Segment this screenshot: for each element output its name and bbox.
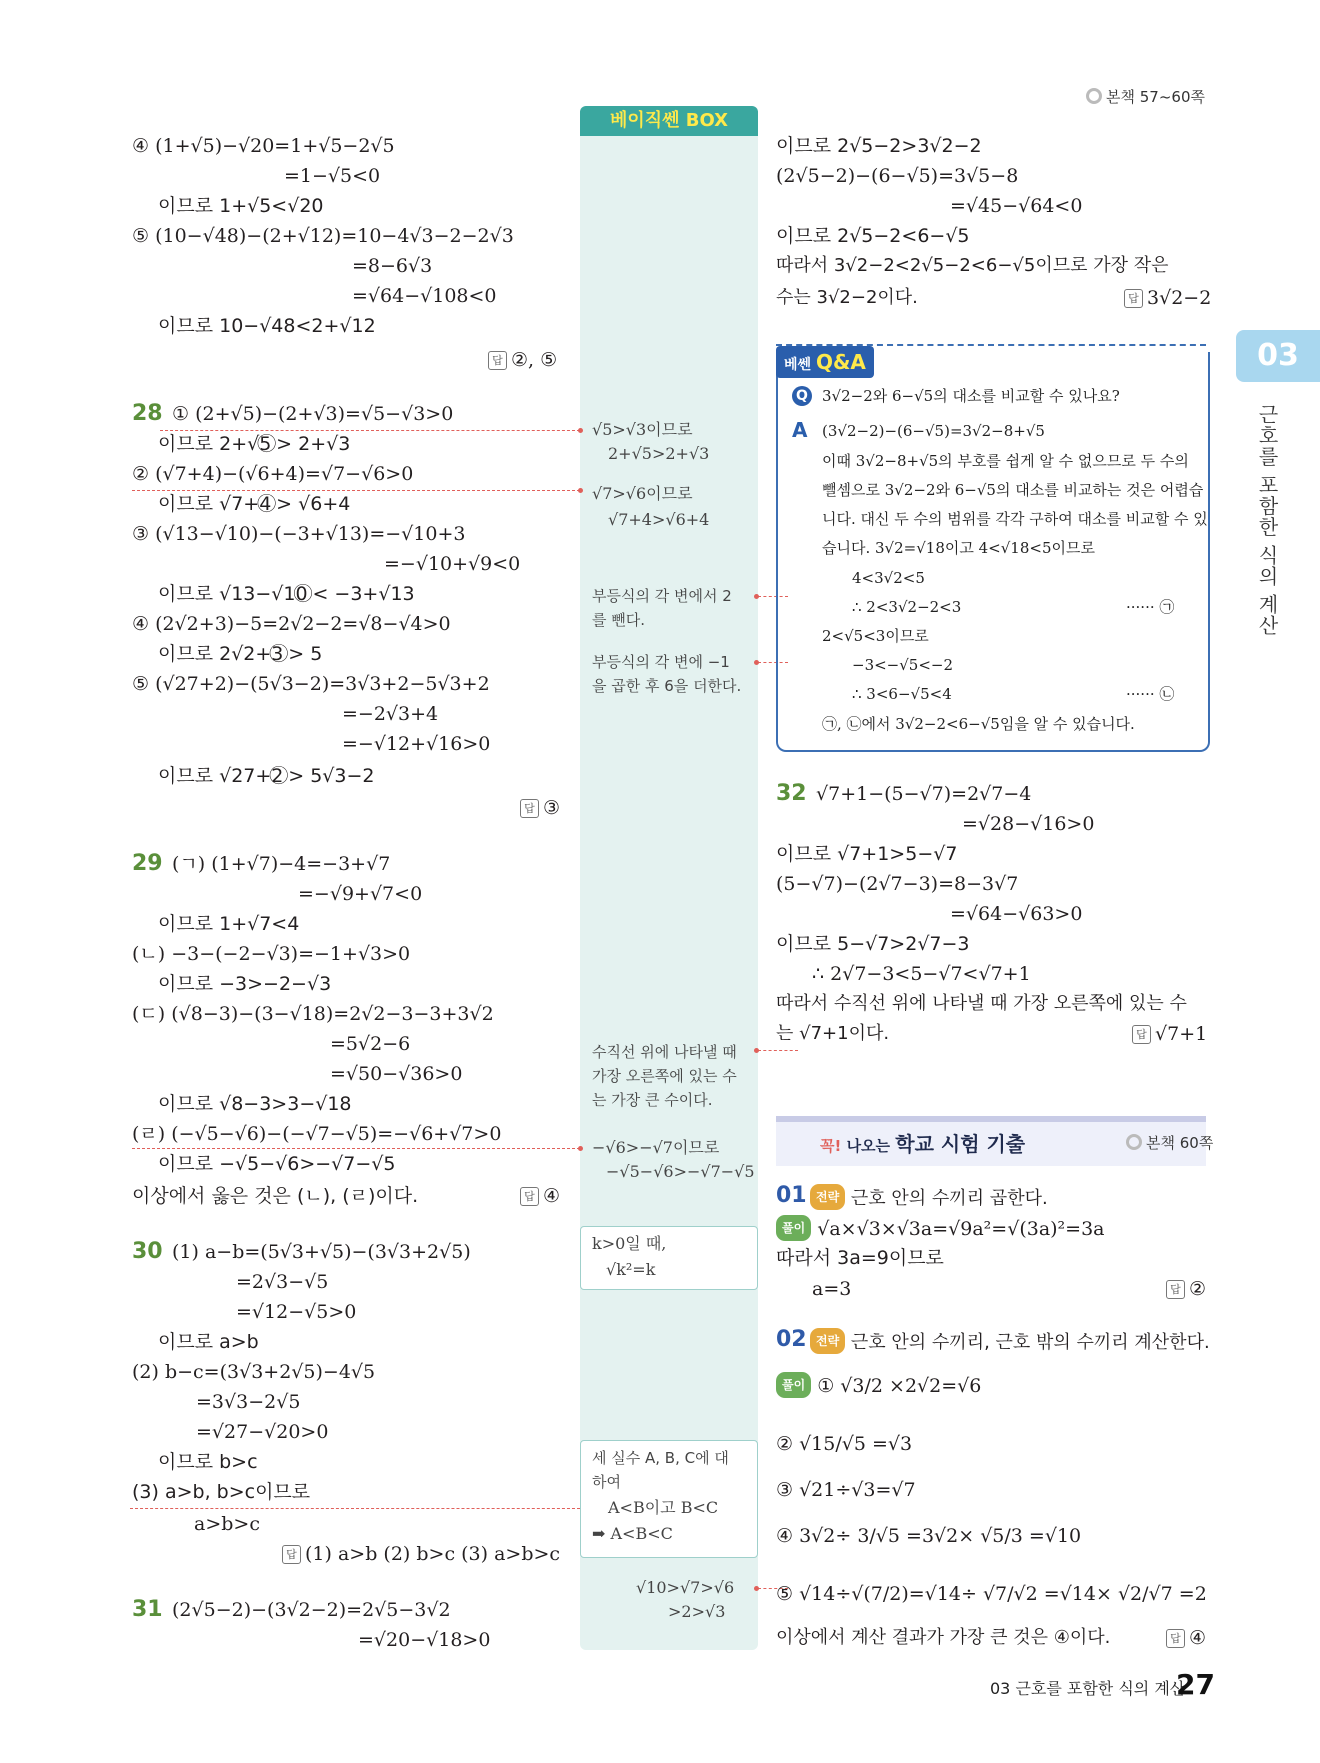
box-note: 2+√5>2+√3 xyxy=(608,444,710,463)
line: 이므로 a>b xyxy=(158,1331,259,1353)
line: √7+1−(5−√7)=2√7−4 xyxy=(816,783,1032,805)
qa-line: 니다. 대신 두 수의 범위를 각각 구하여 대소를 비교할 수 있 xyxy=(822,510,1208,528)
qa-line: (3√2−2)−(6−√5)=3√2−8+√5 xyxy=(822,422,1045,440)
line: 이므로 √8−3>3−√18 xyxy=(158,1093,352,1115)
qa-line: ∴ 2<3√2−2<3 xyxy=(852,598,962,616)
line: (1) a−b=(5√3+√5)−(3√3+2√5) xyxy=(172,1241,471,1263)
connector-line xyxy=(130,1508,580,1509)
line: =−√12+√16>0 xyxy=(342,733,491,755)
qa-line: 4<3√2<5 xyxy=(852,569,925,587)
line: 이므로 −√5−√6>−√7−√5 xyxy=(158,1153,396,1175)
exam-reference: 본책 60쪽 xyxy=(1126,1132,1213,1153)
line: ④ (1+√5)−√20=1+√5−2√5 xyxy=(132,135,395,157)
line: =5√2−6 xyxy=(330,1033,411,1055)
answer-icon: 답 xyxy=(1132,1025,1151,1044)
box-note: √7+4>√6+4 xyxy=(608,510,710,529)
note-marker xyxy=(754,1586,759,1591)
question-number: 32 xyxy=(776,781,807,806)
line: =√20−√18>0 xyxy=(358,1629,491,1651)
line: 전략 근호 안의 수끼리, 근호 밖의 수끼리 계산한다. xyxy=(810,1328,1210,1355)
line: (2) b−c=(3√3+2√5)−4√5 xyxy=(132,1361,376,1383)
line: ① (2+√5)−(2+√3)=√5−√3>0 xyxy=(172,403,454,425)
box-note: 를 뺀다. xyxy=(592,611,646,629)
answer-30: 답 (1) a>b (2) b>c (3) a>b>c xyxy=(282,1542,560,1566)
line: (3) a>b, b>c이므로 xyxy=(132,1481,311,1503)
line: 이므로 10−√48<2+√12 xyxy=(158,315,376,337)
strategy-tag: 전략 xyxy=(810,1184,845,1210)
box-note: 부등식의 각 변에 −1 xyxy=(592,653,730,671)
box-note: 수직선 위에 나타낼 때 xyxy=(592,1043,737,1061)
qa-question: 3√2−2와 6−√5의 대소를 비교할 수 있나요? xyxy=(822,387,1120,405)
line: 이므로 2√5−2>3√2−2 xyxy=(776,135,982,157)
book-icon xyxy=(1086,88,1102,104)
line: ⑤ (10−√48)−(2+√12)=10−4√3−2−2√3 xyxy=(132,225,514,247)
connector-line xyxy=(758,1050,798,1051)
basic-box-column xyxy=(580,120,758,1650)
solution-tag: 풀이 xyxy=(776,1372,811,1398)
box-note: k>0일 때, xyxy=(592,1234,667,1253)
line: 이상에서 계산 결과가 가장 큰 것은 ④이다. xyxy=(776,1627,1111,1648)
box-note: −√6>−√7이므로 xyxy=(592,1138,720,1157)
chapter-title: 근호를 포함한 식의 계산 xyxy=(1255,404,1279,637)
line: (2√5−2)−(6−√5)=3√5−8 xyxy=(776,165,1019,187)
page-reference: 본책 57~60쪽 xyxy=(1086,86,1205,107)
line: 풀이 ① √3/2 ×2√2=√6 xyxy=(776,1372,981,1398)
line: 이므로 −3>−2−√3 xyxy=(158,973,332,995)
line: (ㄹ) (−√5−√6)−(−√7−√5)=−√6+√7>0 xyxy=(132,1123,502,1145)
box-note: √7>√6이므로 xyxy=(592,484,693,503)
connector-line xyxy=(160,430,580,431)
line: ⑤ √14÷√(7/2)=√14÷ √7/√2 =√14× √2/√7 =2 xyxy=(776,1583,1207,1605)
page-number: 27 xyxy=(1176,1668,1215,1701)
answer-27: 답 ②, ⑤ xyxy=(488,348,557,372)
line: 이므로 √27+2 ⃝> 5√3−2 xyxy=(158,765,375,787)
line: (ㄷ) (√8−3)−(3−√18)=2√2−3−3+3√2 xyxy=(132,1003,494,1025)
question-icon: Q xyxy=(792,386,812,406)
question-number: 28 xyxy=(132,401,163,426)
line: =−2√3+4 xyxy=(342,703,439,725)
line: 이므로 2√5−2<6−√5 xyxy=(776,225,970,247)
answer-icon: 답 xyxy=(1124,289,1143,308)
line: ④ 3√2÷ 3/√5 =3√2× √5/3 =√10 xyxy=(776,1525,1082,1547)
line: (5−√7)−(2√7−3)=8−3√7 xyxy=(776,873,1019,895)
connector-line xyxy=(132,1148,580,1149)
note-marker xyxy=(578,488,583,493)
qa-line: −3<−√5<−2 xyxy=(852,656,954,674)
question-number: 01 xyxy=(776,1183,807,1208)
line: 이므로 1+√5<√20 xyxy=(158,195,324,217)
line: =8−6√3 xyxy=(352,255,433,277)
box-note: −√5−√6>−√7−√5 xyxy=(606,1162,755,1181)
line: ④ (2√2+3)−5=2√2−2=√8−√4>0 xyxy=(132,613,451,635)
line: (ㄱ) (1+√7)−4=−3+√7 xyxy=(172,853,391,875)
line: =√45−√64<0 xyxy=(950,195,1083,217)
line: =−√10+√9<0 xyxy=(384,553,521,575)
exam-section-title: 꼭! 나오는 학교 시험 기출 xyxy=(820,1132,1026,1156)
answer-31: 답 3√2−2 xyxy=(1124,286,1211,310)
qa-badge: 베쎈 Q&A xyxy=(776,346,874,378)
line: =−√9+√7<0 xyxy=(298,883,423,905)
answer-e01: 답 ② xyxy=(1166,1277,1206,1301)
answer-icon: 답 xyxy=(520,1187,539,1206)
line: 이므로 √7+4 ⃝> √6+4 xyxy=(158,493,351,515)
answer-icon: 답 xyxy=(520,799,539,818)
qa-line: ㉠, ㉡에서 3√2−2<6−√5임을 알 수 있습니다. xyxy=(822,715,1135,733)
line: 는 √7+1이다. xyxy=(776,1023,890,1044)
line: 이므로 1+√7<4 xyxy=(158,913,300,935)
box-note: A<B이고 B<C xyxy=(608,1498,719,1517)
line: 따라서 3√2−2<2√5−2<6−√5이므로 가장 작은 xyxy=(776,255,1169,276)
line: 이므로 b>c xyxy=(158,1451,258,1473)
line: =1−√5<0 xyxy=(284,165,381,187)
line: ∴ 2√7−3<5−√7<√7+1 xyxy=(812,963,1031,985)
strategy-tag: 전략 xyxy=(810,1328,845,1354)
box-note: >2>√3 xyxy=(668,1602,726,1621)
answer-e02: 답 ④ xyxy=(1166,1626,1206,1650)
line: 이므로 2√2+3 ⃝> 5 xyxy=(158,643,323,665)
question-number: 02 xyxy=(776,1327,807,1352)
box-note: 는 가장 큰 수이다. xyxy=(592,1091,713,1109)
note-marker xyxy=(578,1146,583,1151)
box-note: √10>√7>√6 xyxy=(636,1578,735,1597)
line: 따라서 수직선 위에 나타낼 때 가장 오른쪽에 있는 수 xyxy=(776,993,1187,1014)
line: =3√3−2√5 xyxy=(196,1391,301,1413)
line: 이상에서 옳은 것은 (ㄴ), (ㄹ)이다. xyxy=(132,1185,419,1207)
line: =√12−√5>0 xyxy=(236,1301,357,1323)
answer-icon: 답 xyxy=(488,351,507,370)
line: 이므로 2+√5 ⃝> 2+√3 xyxy=(158,433,351,455)
qa-line: 이때 3√2−8+√5의 부호를 쉽게 알 수 없으므로 두 수의 xyxy=(822,452,1189,470)
box-note: 을 곱한 후 6을 더한다. xyxy=(592,677,742,695)
qa-line: ∴ 3<6−√5<4 xyxy=(852,685,952,703)
qa-line: ······ ㉠ xyxy=(1126,598,1175,616)
qa-line: 뺄셈으로 3√2−2와 6−√5의 대소를 비교하는 것은 어렵습 xyxy=(822,481,1204,499)
book-icon xyxy=(1126,1134,1142,1150)
line: (2√5−2)−(3√2−2)=2√5−3√2 xyxy=(172,1599,451,1621)
line: a>b>c xyxy=(194,1513,260,1535)
line: 이므로 √7+1>5−√7 xyxy=(776,843,958,865)
line: ② (√7+4)−(√6+4)=√7−√6>0 xyxy=(132,463,414,485)
line: =√28−√16>0 xyxy=(962,813,1095,835)
line: (ㄴ) −3−(−2−√3)=−1+√3>0 xyxy=(132,943,411,965)
line: =√64−√63>0 xyxy=(950,903,1083,925)
line: ③ √21÷√3=√7 xyxy=(776,1479,916,1501)
line: 이므로 5−√7>2√7−3 xyxy=(776,933,970,955)
line: =√50−√36>0 xyxy=(330,1063,463,1085)
line: 이므로 √13−√10 ⃝< −3+√13 xyxy=(158,583,415,605)
question-number: 29 xyxy=(132,851,163,876)
line: ⑤ (√27+2)−(5√3−2)=3√3+2−5√3+2 xyxy=(132,673,490,695)
line: 풀이 √a×√3×√3a=√9a²=√(3a)²=3a xyxy=(776,1215,1105,1241)
note-marker xyxy=(754,660,759,665)
box-note: 가장 오른쪽에 있는 수 xyxy=(592,1067,737,1085)
line: ② √15/√5 =√3 xyxy=(776,1433,913,1455)
qa-line: ······ ㉡ xyxy=(1126,685,1175,703)
note-marker xyxy=(754,1048,759,1053)
answer-28: 답 ③ xyxy=(520,796,560,820)
answer-icon: 답 xyxy=(1166,1629,1185,1648)
line: 전략 근호 안의 수끼리 곱한다. xyxy=(810,1184,1048,1211)
line: 수는 3√2−2이다. xyxy=(776,287,918,308)
line: ③ (√13−√10)−(−3+√13)=−√10+3 xyxy=(132,523,466,545)
solution-tag: 풀이 xyxy=(776,1215,811,1241)
basic-box-title: 베이직쎈 BOX xyxy=(580,106,758,136)
answer-29: 답 ④ xyxy=(520,1184,560,1208)
box-note: 세 실수 A, B, C에 대 xyxy=(592,1449,729,1467)
answer-icon: 답 xyxy=(1166,1280,1185,1299)
line: =√27−√20>0 xyxy=(196,1421,329,1443)
line: 따라서 3a=9이므로 xyxy=(776,1247,944,1269)
question-number: 31 xyxy=(132,1597,163,1622)
note-marker xyxy=(754,594,759,599)
line: =√64−√108<0 xyxy=(352,285,497,307)
footer-chapter: 03 근호를 포함한 식의 계산 xyxy=(990,1679,1186,1698)
line: =2√3−√5 xyxy=(236,1271,329,1293)
box-note: √k²=k xyxy=(606,1260,656,1279)
box-note: 부등식의 각 변에서 2 xyxy=(592,587,732,605)
answer-icon: 답 xyxy=(282,1545,301,1564)
qa-line: 습니다. 3√2=√18이고 4<√18<5이므로 xyxy=(822,539,1095,557)
answer-letter-icon: A xyxy=(792,418,808,442)
answer-32: 답 √7+1 xyxy=(1132,1022,1207,1046)
box-note: √5>√3이므로 xyxy=(592,420,693,439)
question-number: 30 xyxy=(132,1239,163,1264)
connector-line xyxy=(132,490,580,491)
box-note: ➡ A<B<C xyxy=(592,1524,673,1543)
box-note: 하여 xyxy=(592,1473,621,1491)
line: a=3 xyxy=(812,1278,852,1300)
qa-line: 2<√5<3이므로 xyxy=(822,627,929,645)
note-marker xyxy=(578,428,583,433)
chapter-tab[interactable]: 03 xyxy=(1236,330,1320,382)
